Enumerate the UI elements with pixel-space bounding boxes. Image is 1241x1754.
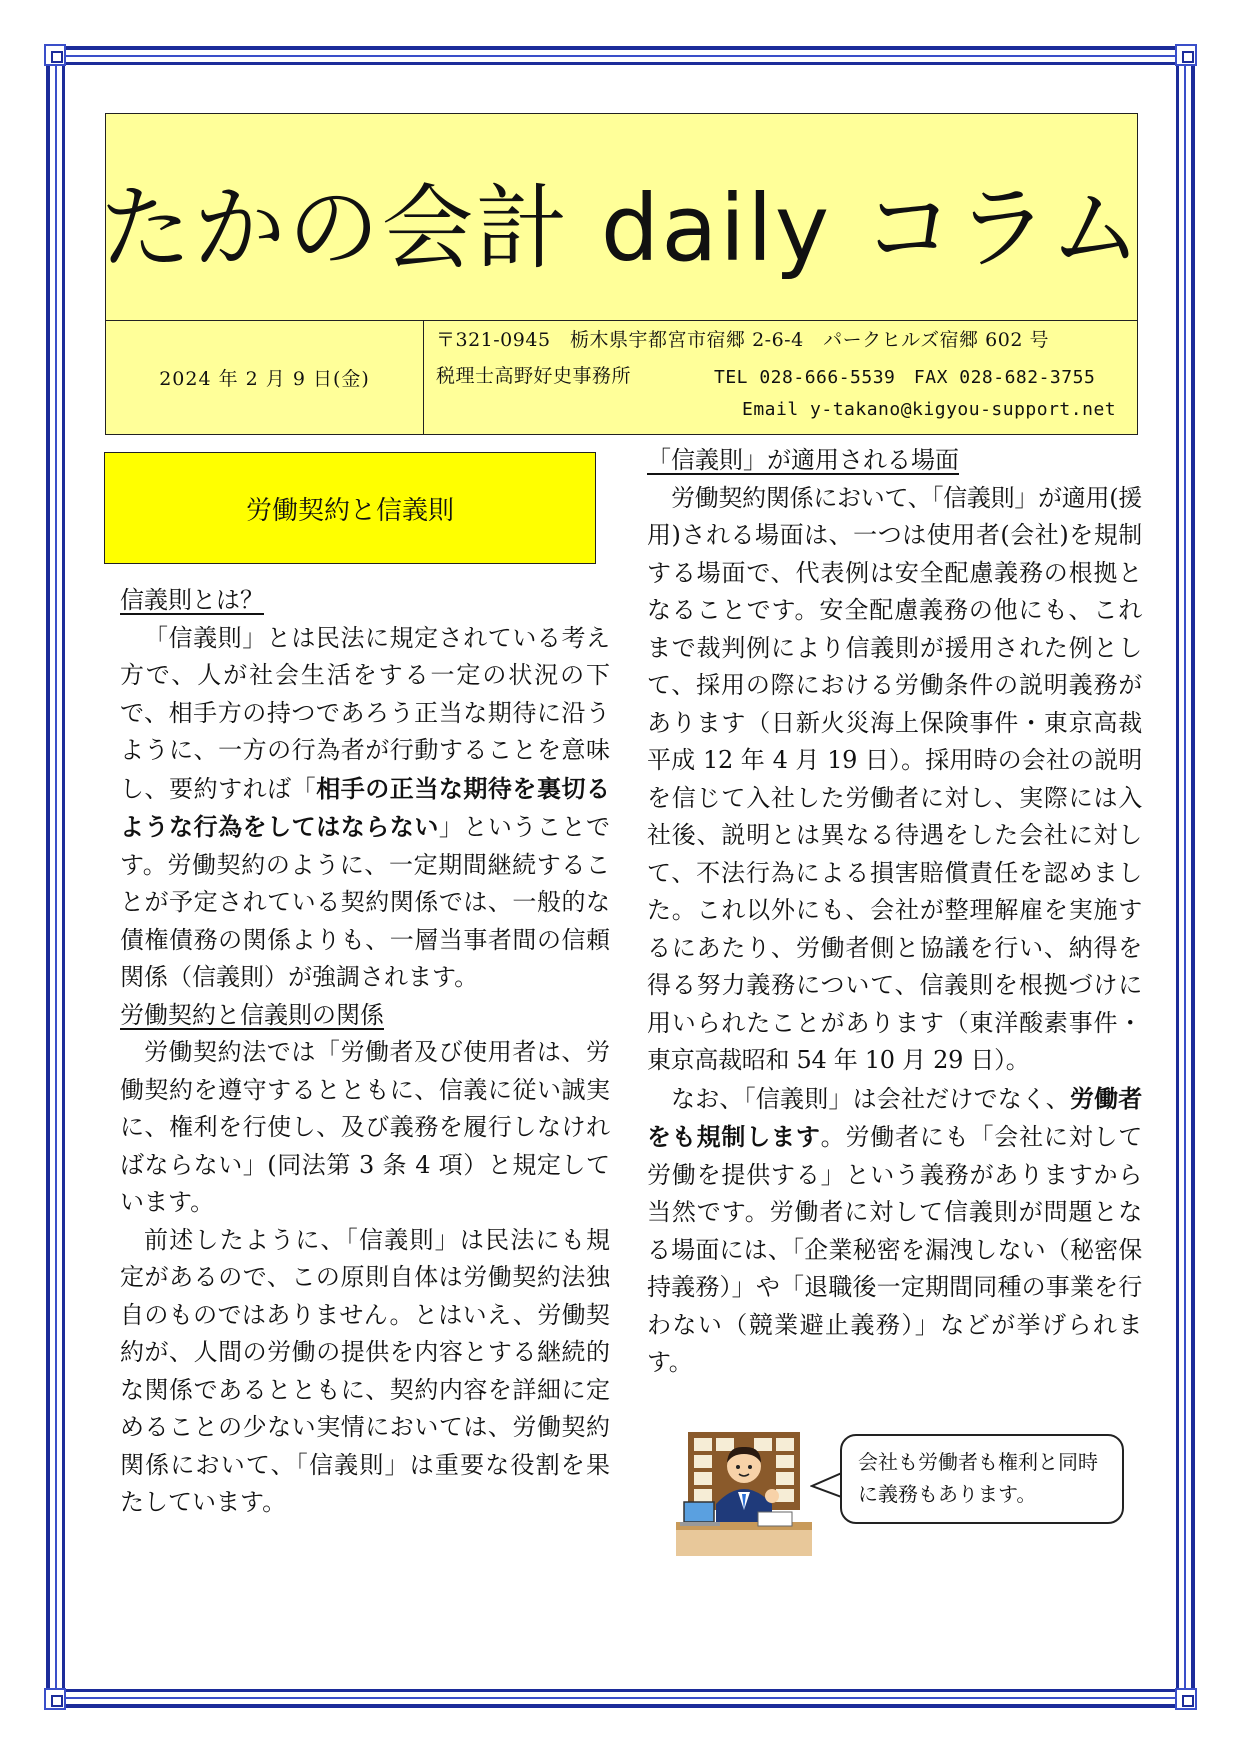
masthead-title: たかの会計 daily コラム (99, 175, 1144, 282)
issue-date: 2024 年 2 月 9 日(金) (106, 321, 424, 434)
office-phone-fax: TEL 028-666-5539 FAX 028-682-3755 (714, 367, 1096, 388)
article-right-column (647, 442, 1142, 1382)
paragraph-employer-regulation: 労働契約関係において、「信義則」が適用(援用)される場面は、一つは使用者(会社)を規制する場面で、代表例は安全配慮義務の根拠となることです。安全配慮義務の他にも、これまで裁判例により信義則が援用された例として、採用の際における労働条件の説明義務があります（日新火災海上保険事件・東京高裁平成 12 年 4 月 19 日）。採用時の会社の説明を信じて入社した労働者に対し、実際には入社後、説明とは異なる待遇をした会社に対して、不法行為による損害賠償責任を認めました。これ以外にも、会社が整理解雇を実施するにあたり、労働者側と協議を行い、納得を得る努力義務について、信義則を根拠づけに用いられたことがあります（東洋酸素事件・東京高裁昭和 54 年 10 月 29 日）。 (647, 483, 1142, 1074)
header-box (99, 113, 1144, 435)
office-name: 税理士高野好史事務所 (436, 365, 632, 387)
frame-corner-bottom-left (44, 1688, 66, 1710)
contact-info (424, 321, 1137, 434)
paragraph-worker-regulation (647, 1080, 1142, 1382)
section-heading-what-is-good-faith: 信義則とは？ (120, 586, 264, 614)
paragraph-text: 」ということです。労働契約のように、一定期間継続することが予定されている契約関係では、一般的な債権債務の関係よりも、一層当事者間の信頼関係（信義則）が強調されます。 (120, 813, 611, 991)
section-heading-labor-contract-relation: 労働契約と信義則の関係 (120, 1000, 384, 1029)
frame-corner-top-left (44, 44, 66, 66)
speech-bubble: 会社も労働者も権利と同時に義務もあります。 (840, 1434, 1124, 1524)
paragraph-labor-contract-act: 労働契約法では「労働者及び使用者は、労働契約を遵守するとともに、信義に従い誠実に、権利を行使し、及び義務を履行しなければならない」(同法第 3 条 4 項）と規定しています。 (120, 1038, 610, 1216)
paragraph-text: なお、「信義則」は会社だけでなく、 (671, 1084, 1070, 1113)
frame-corner-top-right (1175, 44, 1197, 66)
speech-bubble-tail (810, 1468, 844, 1502)
office-email: Email y-takano@kigyou-support.net (742, 399, 1117, 420)
paragraph-good-faith-definition (120, 620, 610, 997)
paragraph-text: 。労働者にも「会社に対して労働を提供する」という義務がありますから当然です。労働者に対して信義則が問題となる場面には、「企業秘密を漏洩しない（秘密保持義務）」や「退職後一定期間同種の事業を行わない（競業避止義務）」などが挙げられます。 (647, 1123, 1142, 1376)
masthead (99, 114, 1144, 321)
topic-title: 労働契約と信義則 (104, 452, 596, 564)
section-heading-application-scenes: 「信義則」が適用される場面 (647, 446, 959, 474)
office-address: 〒321-0945 栃木県宇都宮市宿郷 2-6-4 パークヒルズ宿郷 602 号 (436, 329, 1049, 351)
frame-corner-bottom-right (1175, 1688, 1197, 1710)
businessman-at-desk-icon (676, 1430, 812, 1556)
paragraph-good-faith-role: 前述したように、「信義則」は民法にも規定があるので、この原則自体は労働契約法独自のものではありません。とはいえ、労働契約が、人間の労働の提供を内容とする継続的な関係であるとともに、契約内容を詳細に定めることの少ない実情においては、労働契約関係において、「信義則」は重要な役割を果たしています。 (120, 1225, 610, 1516)
bold-emphasis: 相手の正当な期待を裏切るような行為をしてはならない (120, 773, 611, 841)
article-left-column (120, 582, 610, 1522)
paragraph-text: 「信義則」とは民法に規定されている考え方で、人が社会生活をする一定の状況の下で、相手方の持つであろう正当な期待に沿うように、一方の行為者が行動することを意味し、要約すれば「 (120, 623, 610, 803)
bold-emphasis: 労働者をも規制します (647, 1083, 1143, 1151)
